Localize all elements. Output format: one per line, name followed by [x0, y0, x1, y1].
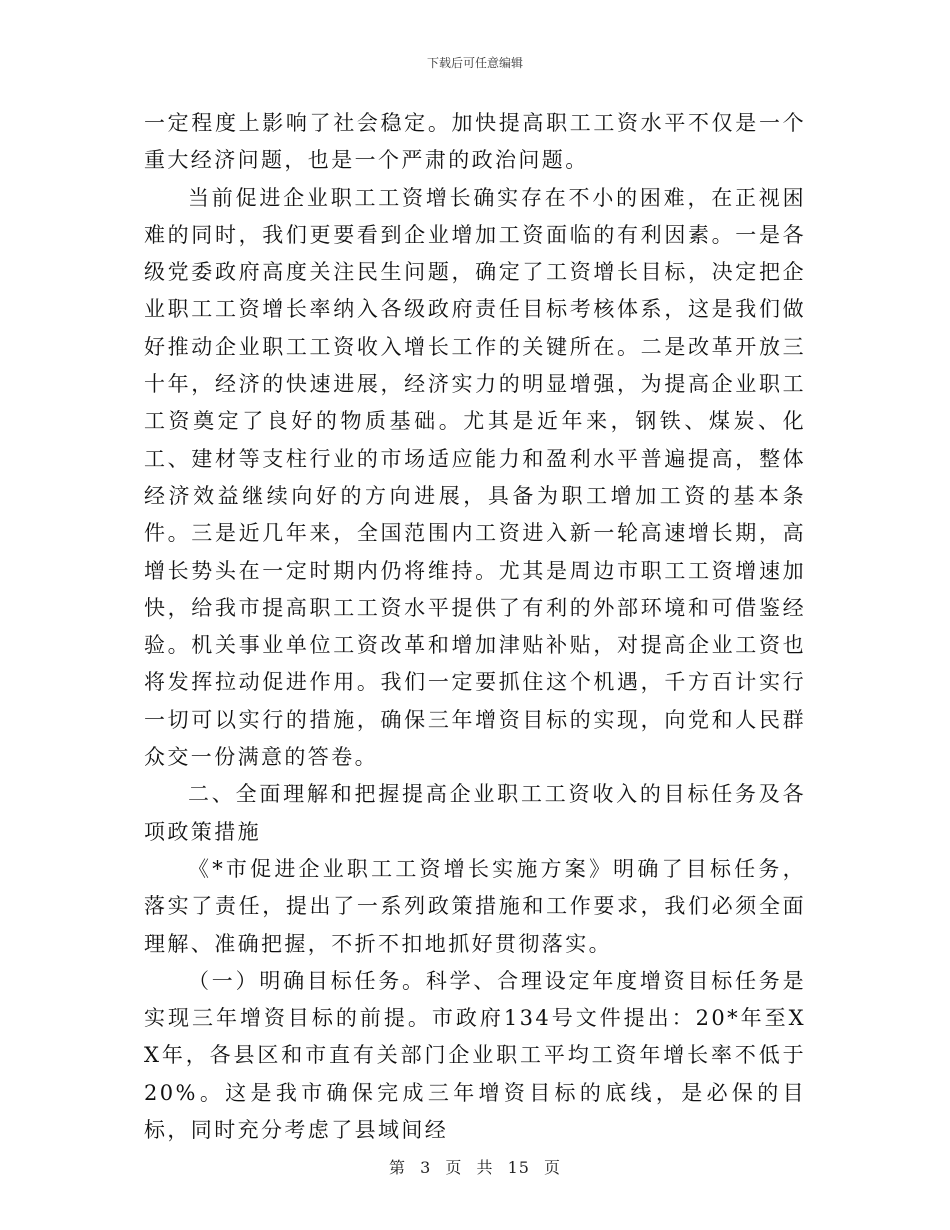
paragraph-plan-intro: 《*市促进企业职工工资增长实施方案》明确了目标任务，落实了责任，提出了一系列政策措施和工作要求，我们必须全面理解、准确把握，不折不扣地抓好贯彻落实。 — [144, 856, 806, 956]
paragraph-favorable-factors: 当前促进企业职工工资增长确实存在不小的困难，在正视困难的同时，我们更要看到企业增加工资面临的有利因素。一是各级党委政府高度关注民生问题，确定了工资增长目标，决定把企业职工工资增长率纳入各级政府责任目标考核体系，这是我们做好推动企业职工工资收入增长工作的关键所在。二是改革开放三十年，经济的快速进展，经济实力的明显增强，为提高企业职工工资奠定了良好的物质基础。尤其是近年来，钢铁、煤炭、化工、建材等支柱行业的市场适应能力和盈利水平普遍提高，整体经济效益继续向好的方向进展，具备为职工增加工资的基本条件。三是近几年来，全国范围内工资进入新一轮高速增长期，高增长势头在一定时期内仍将维持。尤其是周边市职工工资增速加快，给我市提高职工工资水平提供了有利的外部环境和可借鉴经验。机关事业单位工资改革和增加津贴补贴，对提高企业工资也将发挥拉动促进作用。我们一定要抓住这个机遇，千方百计实行一切可以实行的措施，确保三年增资目标的实现，向党和人民群众交一份满意的答卷。 — [144, 185, 806, 770]
footer-current-page: 3 — [420, 1158, 432, 1177]
paragraph-continuation: 一定程度上影响了社会稳定。加快提高职工工资水平不仅是一个重大经济问题，也是一个严肃的政治问题。 — [144, 111, 806, 173]
section-heading-two: 二、全面理解和把握提高企业职工工资收入的目标任务及各项政策措施 — [144, 782, 806, 844]
footer-suffix: 页 — [544, 1158, 562, 1177]
footer-total-word: 共 — [476, 1158, 494, 1177]
footer-page-word: 页 — [445, 1158, 463, 1177]
header-note: 下载后可任意编辑 — [426, 56, 523, 70]
paragraph-target-tasks: （一）明确目标任务。科学、合理设定年度增资目标任务是实现三年增资目标的前提。市政府134号文件提出：20*年至XX年，各县区和市直有关部门企业职工平均工资年增长率不低于20%。这是我市确保完成三年增资目标的底线，是必保的目标，同时充分考虑了县域间经 — [144, 968, 806, 1143]
page-footer — [0, 1155, 950, 1178]
document-body — [144, 105, 806, 1149]
footer-total-pages: 15 — [507, 1158, 530, 1177]
footer-prefix: 第 — [388, 1158, 406, 1177]
